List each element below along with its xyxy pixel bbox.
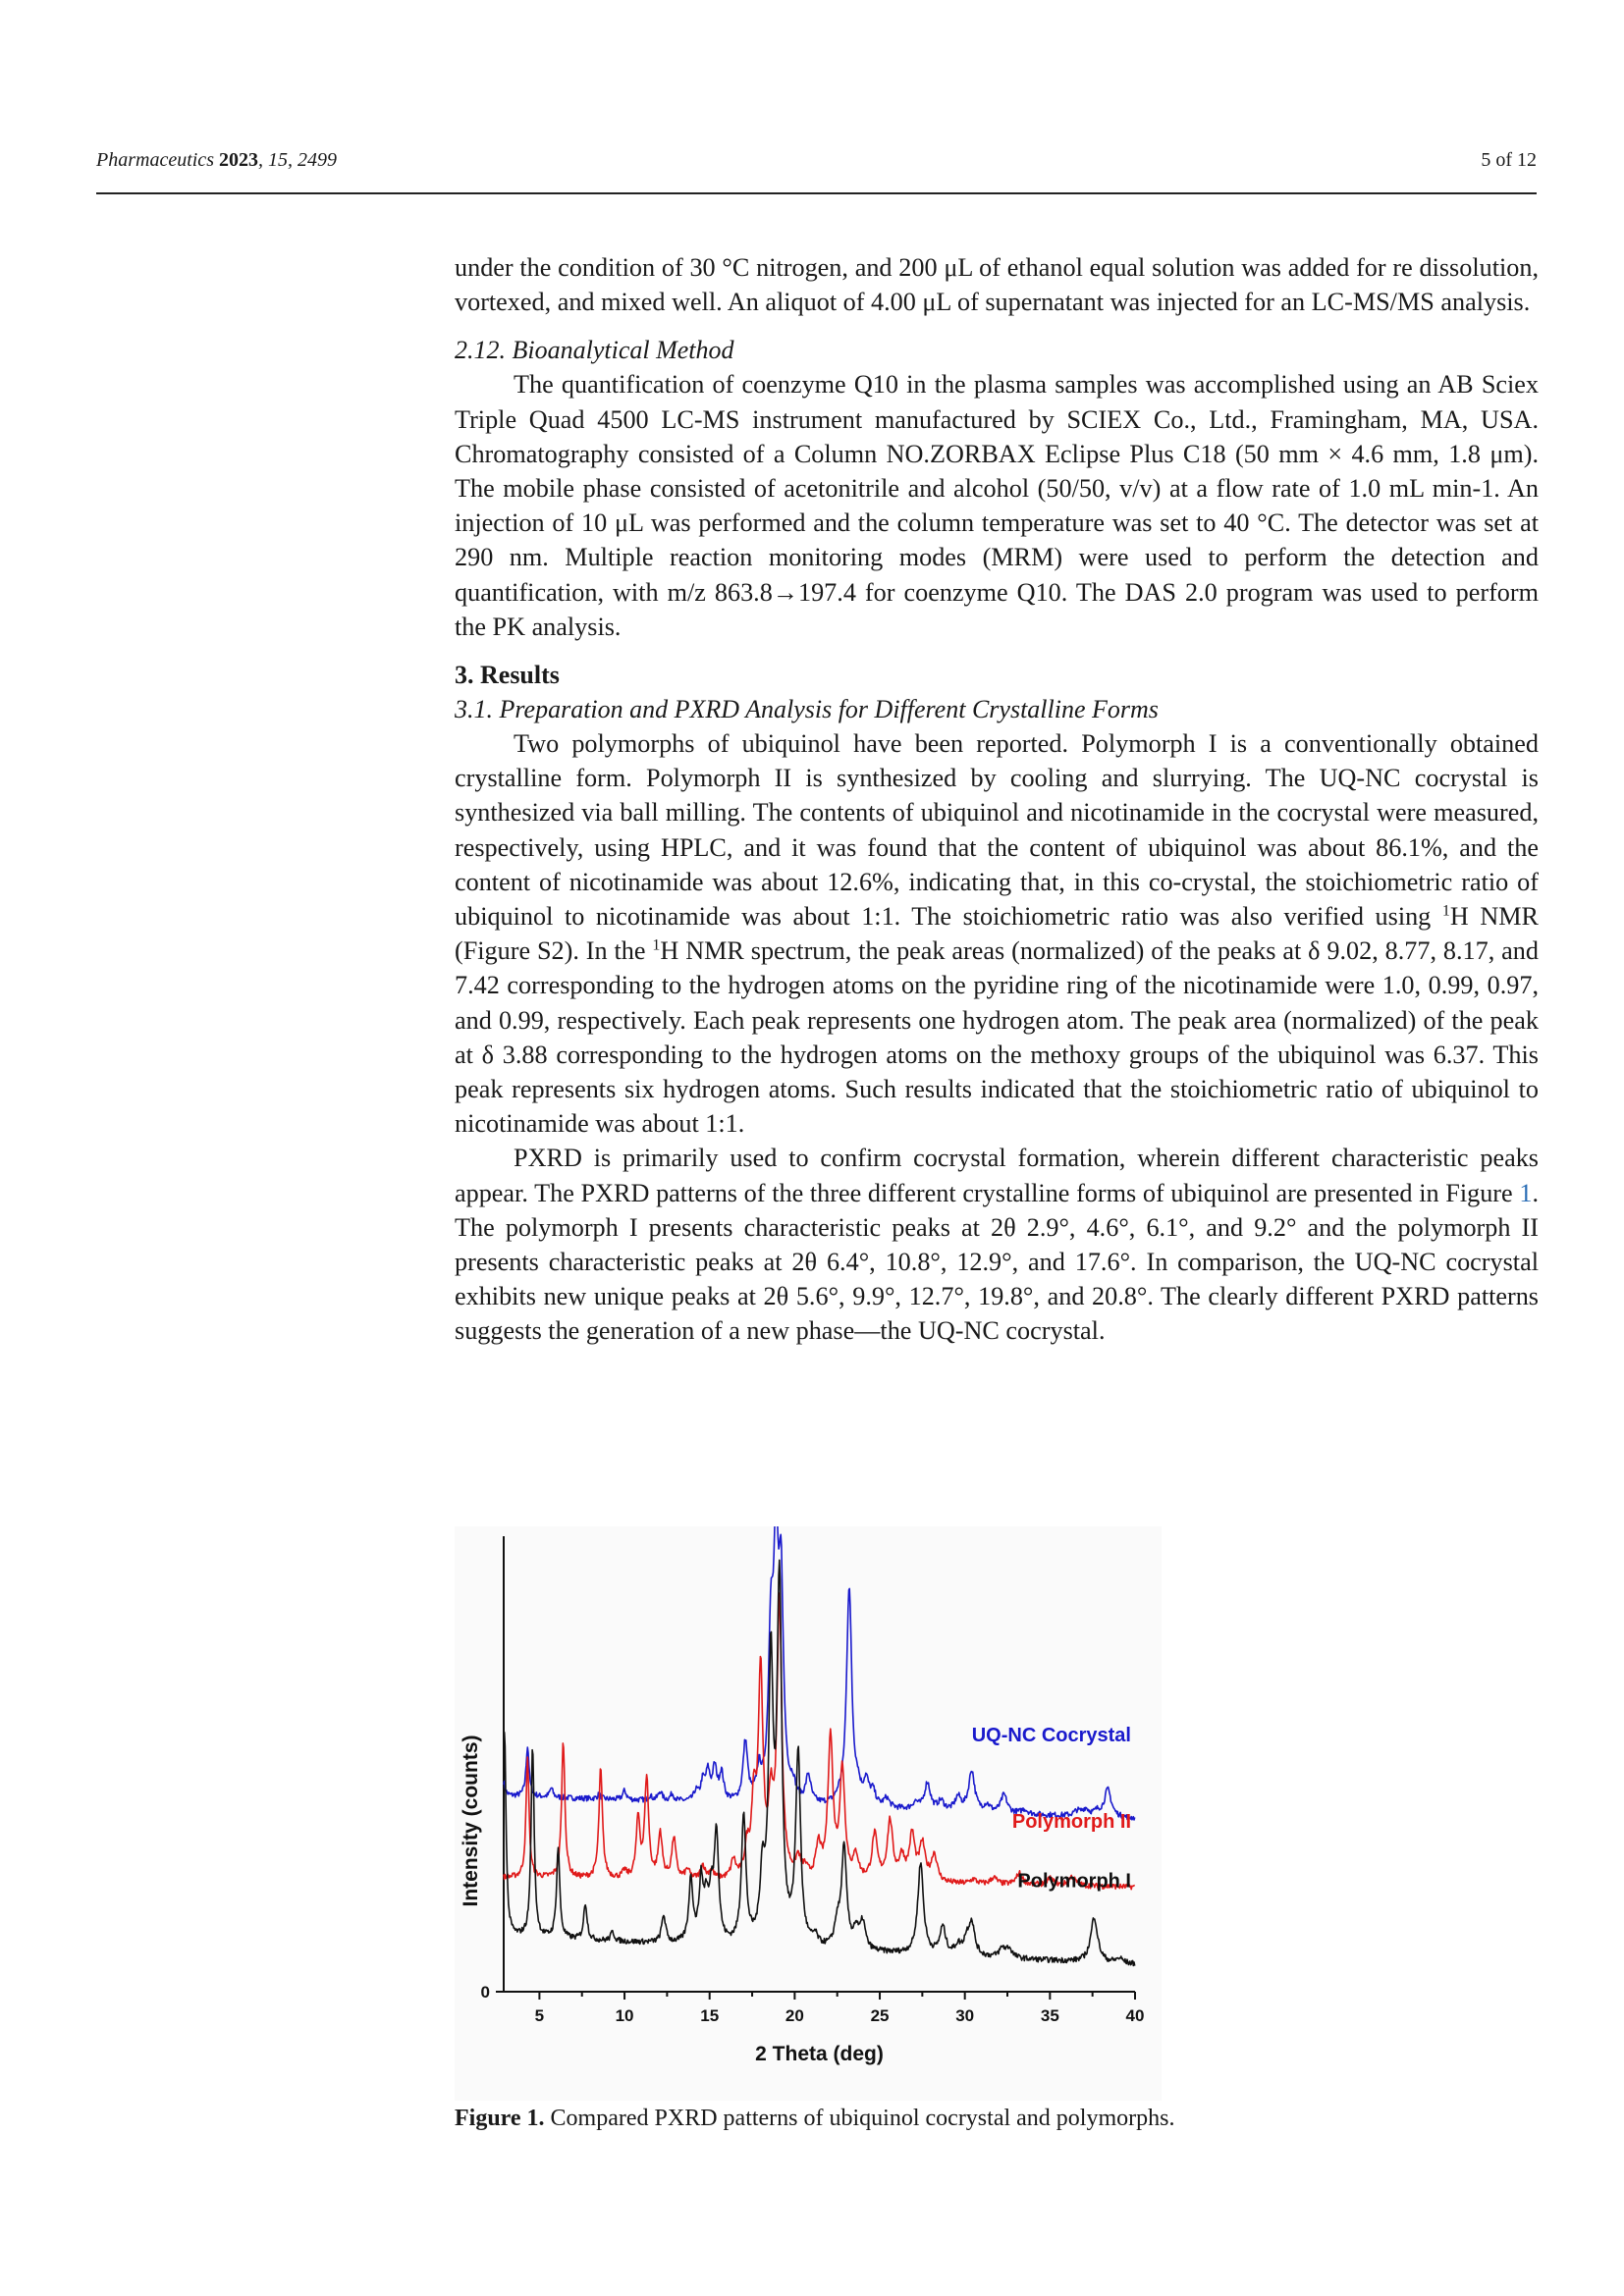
superscript: 1 — [1441, 902, 1450, 920]
caption-label: Figure 1. — [455, 2106, 545, 2131]
x-tick-label: 10 — [615, 2006, 634, 2025]
paragraph-pxrd — [455, 1141, 1539, 1348]
x-tick-label: 15 — [700, 2006, 720, 2025]
text-run: H NMR spectrum, the peak areas (normalized) of the peaks at δ 9.02, 8.77, 8.17, and 7.42 corresponding to the hydrogen atoms on the pyridine ring of the nicotinamide were 1.0, 0.99, 0.97, and 0.99, respectively. Each peak represents one hydrogen atom. The peak area (normalized) of the peak at δ 3.88 corresponding to the hydrogen atoms on the methoxy groups of the ubiquinol was 6.37. This peak represents six hydrogen atoms. Such results indicated that the stoichiometric ratio of ubiquinol to nicotinamide was about 1:1. — [455, 936, 1539, 1139]
pxrd-chart-svg — [455, 1526, 1162, 2101]
paragraph-intro: under the condition of 30 °C nitrogen, and 200 μL of ethanol equal solution was added for re dissolution, vortexed, and mixed well. An aliquot of 4.00 μL of supernatant was injected for an LC-MS/MS analysis. — [455, 253, 1539, 317]
series-label: UQ-NC Cocrystal — [971, 1724, 1131, 1746]
journal-year: 2023 — [218, 149, 258, 171]
caption-text: Compared PXRD patterns of ubiquinol cocrystal and polymorphs. — [544, 2106, 1175, 2131]
section-heading-3-1: 3.1. Preparation and PXRD Analysis for Different Crystalline Forms — [455, 695, 1159, 724]
series-line-polymorph-i — [504, 1560, 1135, 1965]
x-tick-label: 30 — [955, 2006, 975, 2025]
x-axis-ticks — [535, 1992, 1145, 2025]
header-divider — [96, 192, 1537, 194]
paragraph-polymorphs — [455, 726, 1539, 1141]
journal-volume: , 15, 2499 — [257, 149, 337, 171]
body-column — [455, 250, 1539, 1349]
running-header — [96, 149, 1537, 188]
paragraph-bioanalytical-method: The quantification of coenzyme Q10 in the plasma samples was accomplished using an AB Sciex Triple Quad 4500 LC-MS instrument manufactured by SCIEX Co., Ltd., Framingham, MA, USA. Chromatography consisted of a Column NO.ZORBAX Eclipse Plus C18 (50 mm × 4.6 mm, 1.8 μm). The mobile phase consisted of acetonitrile and alcohol (50/50, v/v) at a flow rate of 1.0 mL min-1. An injection of 10 μL was performed and the column temperature was set to 40 °C. The detector was set at 290 nm. Multiple reaction monitoring modes (MRM) were used to perform the detection and quantification, with m/z 863.8→197.4 for coenzyme Q10. The DAS 2.0 program was used to perform the PK analysis. — [455, 370, 1539, 641]
text-run: H NMR (Figure S2). In the — [455, 902, 1539, 966]
y-axis-ticks — [481, 1983, 490, 2002]
journal-citation — [96, 149, 337, 172]
figure-reference-link[interactable]: 1 — [1519, 1178, 1533, 1207]
text-run: PXRD is primarily used to confirm cocrystal formation, wherein different characteristic peaks appear. The PXRD patterns of the three different crystalline forms of ubiquinol are presented in Figure — [455, 1144, 1539, 1207]
x-tick-label: 40 — [1125, 2006, 1145, 2025]
x-tick-label: 35 — [1040, 2006, 1059, 2025]
superscript: 1 — [652, 936, 661, 954]
figure-caption — [455, 2106, 1174, 2132]
x-tick-label: 25 — [870, 2006, 890, 2025]
text-run: . The polymorph I presents characteristic peaks at 2θ 2.9°, 4.6°, 6.1°, and 9.2° and the polymorph II presents characteristic peaks at 2θ 6.4°, 10.8°, 12.9°, and 17.6°. In comparison, the UQ-NC cocrystal exhibits new unique peaks at 2θ 5.6°, 9.9°, 12.7°, 19.8°, and 20.8°. The clearly different PXRD patterns suggests the generation of a new phase—the UQ-NC cocrystal. — [455, 1178, 1539, 1346]
y-axis-label: Intensity (counts) — [460, 1735, 482, 1907]
text-run: Two polymorphs of ubiquinol have been reported. Polymorph I is a conventionally obtained crystalline form. Polymorph II is synthesized by cooling and slurrying. The UQ-NC cocrystal is synthesized via ball milling. The contents of ubiquinol and nicotinamide in the cocrystal were measured, respectively, using HPLC, and it was found that the content of ubiquinol was about 86.1%, and the content of nicotinamide was about 12.6%, indicating that, in this co-crystal, the stoichiometric ratio of ubiquinol to nicotinamide was about 1:1. The stoichiometric ratio was also verified using — [455, 729, 1539, 932]
section-heading-2-12: 2.12. Bioanalytical Method — [455, 336, 734, 365]
journal-name: Pharmaceutics — [96, 149, 214, 171]
x-axis-label: 2 Theta (deg) — [755, 2043, 884, 2065]
series-label: Polymorph II — [1011, 1810, 1131, 1833]
x-tick-label: 5 — [534, 2006, 545, 2025]
series-label: Polymorph I — [1017, 1870, 1131, 1893]
section-heading-3: 3. Results — [455, 661, 560, 690]
page-number: 5 of 12 — [1481, 149, 1537, 171]
x-tick-label: 20 — [785, 2006, 804, 2025]
series-line-uq-nc-cocrystal — [504, 1526, 1135, 1820]
y-tick-label: 0 — [480, 1983, 490, 2002]
figure-pxrd-chart — [455, 1526, 1162, 2101]
